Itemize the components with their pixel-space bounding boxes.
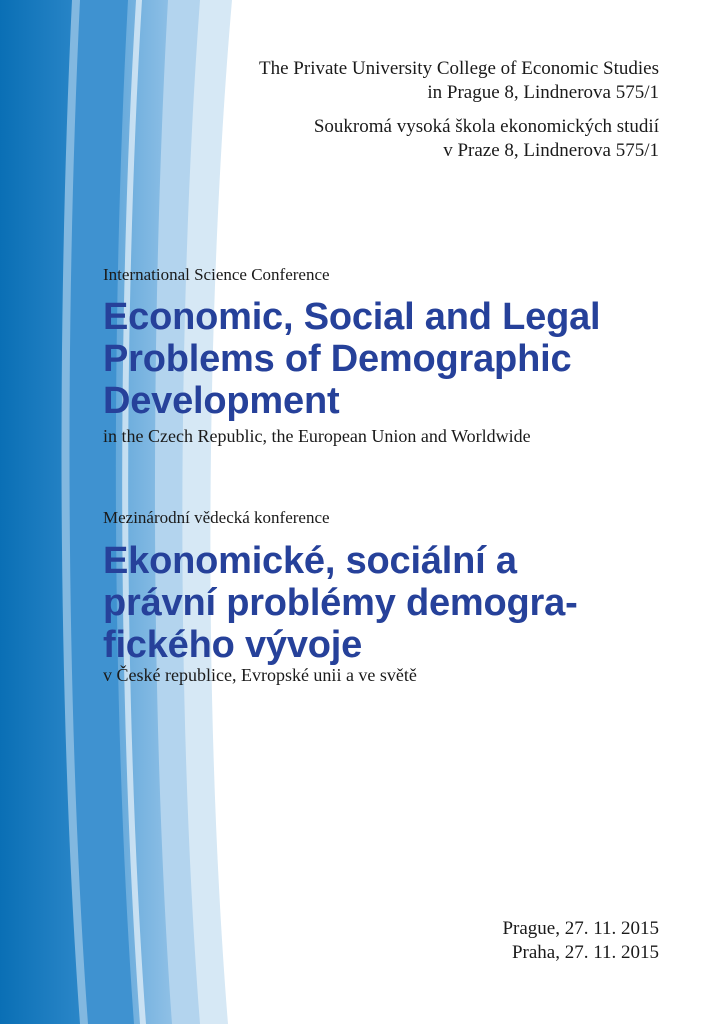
title-en-line-3: Development — [103, 380, 340, 422]
date-block — [502, 917, 659, 965]
conference-title-cz — [103, 540, 578, 666]
conference-label-en: International Science Conference — [103, 265, 330, 284]
title-cz-line-1: Ekonomické, sociální a — [103, 540, 517, 582]
title-en-line-1: Economic, Social and Legal — [103, 296, 601, 338]
university-address-en: in Prague 8, Lindnerova 575/1 — [427, 82, 659, 103]
university-address-cz: v Praze 8, Lindnerova 575/1 — [443, 140, 659, 161]
title-cz-line-2: právní problémy demogra- — [103, 582, 578, 624]
title-cz-line-3: fického vývoje — [103, 624, 363, 666]
title-en-line-2: Problems of Demographic — [103, 338, 572, 380]
university-name-cz: Soukromá vysoká škola ekonomických studií — [313, 116, 659, 137]
university-name-en: The Private University College of Economic Studies — [259, 58, 659, 79]
date-en: Prague, 27. 11. 2015 — [502, 918, 659, 939]
conference-label-cz: Mezinárodní vědecká konference — [103, 508, 330, 527]
date-cz: Praha, 27. 11. 2015 — [511, 942, 659, 963]
conference-subtitle-en: in the Czech Republic, the European Union and Worldwide — [103, 426, 531, 446]
university-header — [259, 57, 659, 163]
conference-subtitle-cz: v České republice, Evropské unii a ve světě — [103, 665, 417, 685]
conference-title-en — [103, 296, 600, 422]
